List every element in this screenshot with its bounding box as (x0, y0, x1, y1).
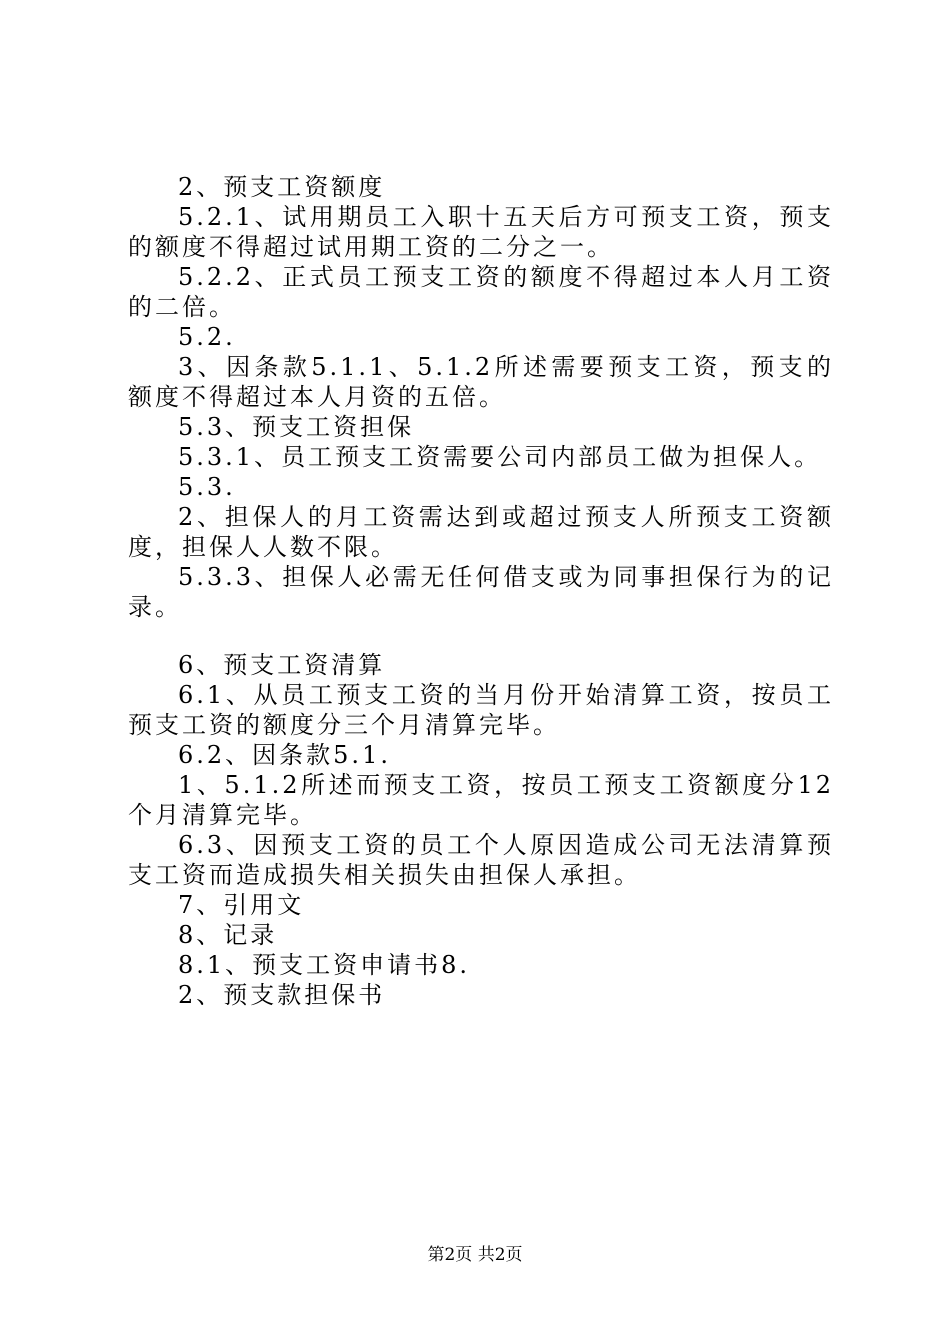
paragraph: 2、担保人的月工资需达到或超过预支人所预支工资额度，担保人人数不限。 (128, 503, 834, 561)
paragraph: 7、引用文 (178, 891, 305, 919)
paragraph: 6.3、因预支工资的员工个人原因造成公司无法清算预支工资而造成损失相关损失由担保人承担。 (128, 831, 834, 889)
paragraph: 2、预支工资额度 (178, 173, 386, 201)
paragraph: 5.3.3、担保人必需无任何借支或为同事担保行为的记录。 (128, 563, 834, 621)
paragraph: 5.3. (178, 473, 236, 501)
paragraph: 2、预支款担保书 (178, 981, 386, 1009)
page-footer: 第2页 共2页 (427, 1245, 523, 1265)
paragraph: 5.3、预支工资担保 (178, 413, 415, 441)
document-body (128, 172, 834, 1010)
paragraph: 6、预支工资清算 (178, 651, 386, 679)
paragraph: 8.1、预支工资申请书8. (178, 951, 471, 979)
paragraph: 5.3.1、员工预支工资需要公司内部员工做为担保人。 (178, 443, 822, 471)
paragraph: 5.2.2、正式员工预支工资的额度不得超过本人月工资的二倍。 (128, 263, 834, 321)
paragraph: 6.2、因条款5.1. (178, 741, 391, 769)
paragraph: 5.2. (178, 323, 236, 351)
section-gap (128, 622, 834, 650)
paragraph: 1、5.1.2所述而预支工资，按员工预支工资额度分12个月清算完毕。 (128, 771, 834, 829)
paragraph: 3、因条款5.1.1、5.1.2所述需要预支工资，预支的额度不得超过本人月资的五倍。 (128, 353, 834, 411)
paragraph: 8、记录 (178, 921, 278, 949)
paragraph: 6.1、从员工预支工资的当月份开始清算工资，按员工预支工资的额度分三个月清算完毕。 (128, 681, 834, 739)
paragraph: 5.2.1、试用期员工入职十五天后方可预支工资，预支的额度不得超过试用期工资的二分之一。 (128, 203, 834, 261)
